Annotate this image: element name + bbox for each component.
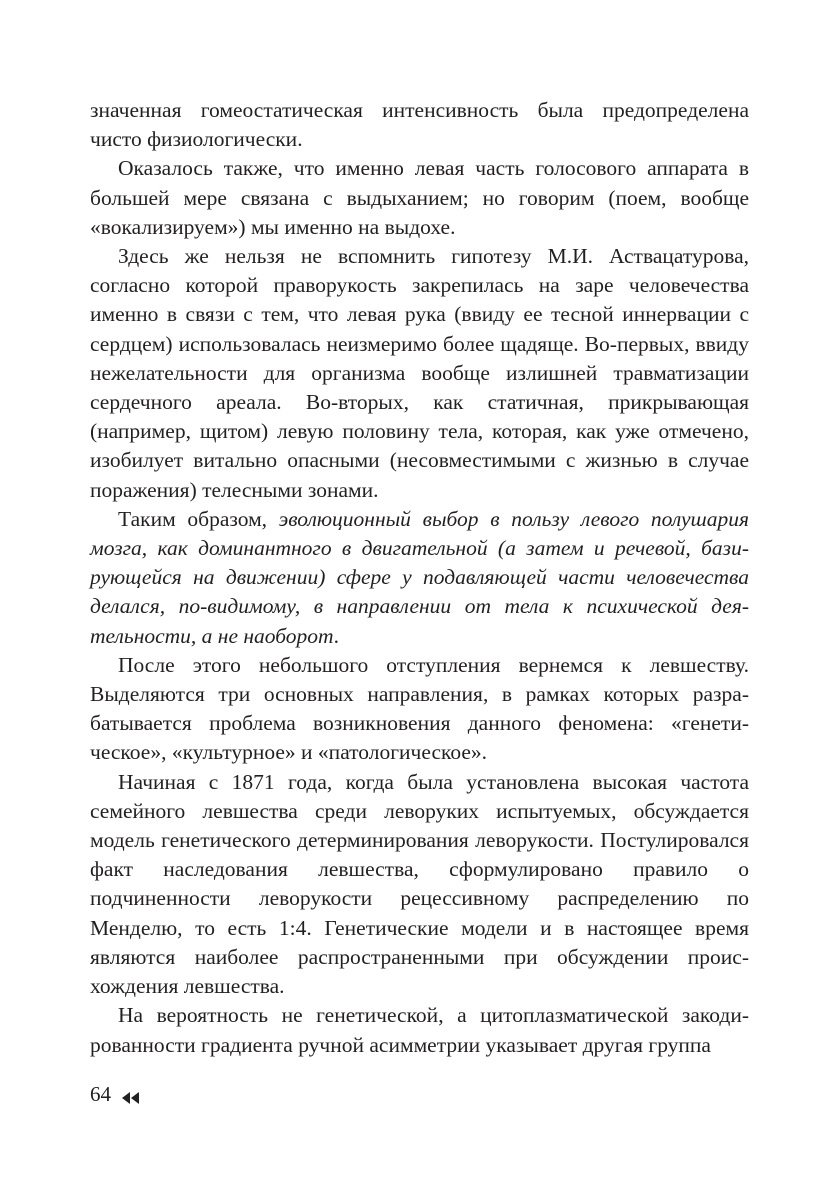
double-left-arrow-icon bbox=[121, 1087, 141, 1103]
text-segment: Оказалось также, что именно левая часть голосового аппарата в большей мере связана с выдыханием; но говорим (поем, вообще «вокализируем») мы именно на выдохе. bbox=[90, 156, 749, 239]
paragraph bbox=[90, 651, 749, 768]
paragraph bbox=[90, 1001, 749, 1059]
text-segment: Здесь же нельзя не вспомнить гипотезу М.И. Аствацатурова, согласно которой праворукость закрепилась на заре человечества именно в связи с тем, что левая рука (ввиду ее тесной иннервации с сердцем) использовалась неизмеримо более щадяще. Во-первых, ввиду нежелательности для организма вообще излишней травматизации сердечного ареала. Во-вторых, как статичная, прикрывающая (например, щитом) левую половину тела, которая, как уже отмечено, изобилует витально опасными (несовместимыми с жизнью в случае поражения) телесными зонами. bbox=[90, 244, 749, 502]
text-segment: . bbox=[333, 623, 339, 648]
paragraph bbox=[90, 768, 749, 1002]
text-segment: Таким образом, bbox=[118, 506, 279, 531]
text-segment: После этого небольшого отступления вернемся к левшеству. Выделяются три основных направления, в рамках которых разрабатывается проблема возникновения данного феномена: «генетическое», «культурное» и «патологическое». bbox=[90, 652, 749, 765]
page-number: 64 bbox=[90, 1082, 111, 1106]
paragraph bbox=[90, 96, 749, 154]
text-segment: значенная гомеостатическая интенсивность была предопределена чисто физиологически. bbox=[90, 98, 749, 152]
text-segment: Начиная с 1871 года, когда была установлена высокая частота семейного левшества среди леворуких испытуемых, обсуждается модель генетического детерминирования леворукости. Постулировался факт наследования левшества, сформулировано правило о подчиненности леворукости рецессивному распределению по Менделю, то есть 1:4. Генетические модели и в настоящее время являются наиболее распространенными при обсуждении происхождения левшества. bbox=[90, 769, 749, 999]
italic-text: эволюционный выбор в пользу левого полушария мозга, как доминантного в двигательной (а затем и речевой, базирующейся на движении) сфере у подавляющей части человечества делался, по-видимому, в направлении от тела к психической деятельности, а не наоборот bbox=[90, 506, 749, 648]
page-body bbox=[90, 96, 749, 1060]
paragraph bbox=[90, 505, 749, 651]
text-segment: На вероятность не генетической, а цитоплазматической закодированности градиента ручной асимметрии указывает другая группа bbox=[90, 1003, 749, 1057]
paragraph bbox=[90, 154, 749, 242]
page-footer bbox=[90, 1082, 141, 1107]
paragraph bbox=[90, 242, 749, 505]
